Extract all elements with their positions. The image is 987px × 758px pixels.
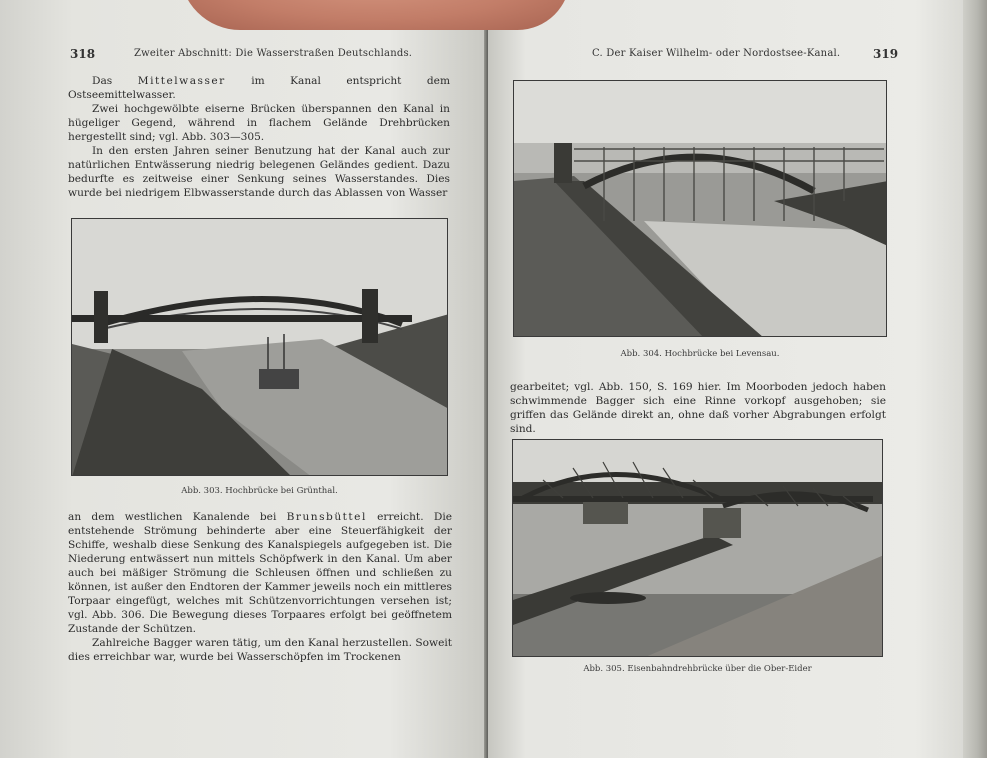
figure-305-photo <box>512 439 883 657</box>
left-running-head: Zweiter Abschnitt: Die Wasserstraßen Deutschlands. <box>134 48 413 59</box>
left-top-text <box>68 74 450 200</box>
eisenbahndrehbruecke-image <box>513 440 883 657</box>
paragraph-bruecken: Zwei hochgewölbte eiserne Brücken überspannen den Kanal in hügeliger Gegend, während in flachem Gelände Drehbrücken hergestellt sind; vgl. Abb. 303—305. <box>68 103 450 143</box>
paragraph-bagger: Zahlreiche Bagger waren tätig, um den Kanal herzustellen. Soweit dies erreichbar war, wurde bei Wasserschöpfen im Trockenen <box>68 637 452 663</box>
figure-304-caption: Abb. 304. Hochbrücke bei Levensau. <box>620 349 780 359</box>
hochbruecke-levensau-image <box>514 81 887 337</box>
paragraph-gearbeitet: gearbeitet; vgl. Abb. 150, S. 169 hier. Im Moorboden jedoch haben schwimmende Bagger sich eine Rinne vorkopf ausgehoben; sie griffen das Gelände direkt an, ohne daß vorher Abgrabungen erfolgt sind. <box>510 381 886 435</box>
right-page-number: 319 <box>873 47 899 61</box>
paragraph-brunsbuettel: an dem westlichen Kanalende bei Brunsbüttel erreicht. Die entstehende Strömung behinderte aber eine Steuerfähigkeit der Schiffe, weshalb diese Senkung des Kanalspiegels aufgegeben ist. Die Niederung entwässert nun mittels Schöpfwerk in den Kanal. Um aber auch bei mäßiger Strömung die Schleusen öffnen und schließen zu können, ist außer den Endtoren der Kammer jeweils noch ein mittleres Torpaar eingefügt, welches mit Schützenvorrichtungen versehen ist; vgl. Abb. 306. Die Bewegung dieses Torpaares erfolgt bei geöffnetem Zustande der Schützen. <box>68 511 452 635</box>
figure-303-photo <box>71 218 448 476</box>
page-edges <box>963 0 987 758</box>
right-middle-text <box>510 380 886 436</box>
hochbruecke-gruenthal-image <box>72 219 448 476</box>
right-page <box>488 0 963 758</box>
left-page-number: 318 <box>70 47 96 61</box>
left-page <box>0 0 486 758</box>
figure-303-caption: Abb. 303. Hochbrücke bei Grünthal. <box>181 486 338 496</box>
holding-finger <box>180 0 570 30</box>
right-running-head: C. Der Kaiser Wilhelm- oder Nordostsee-Kanal. <box>592 48 841 59</box>
left-bottom-text <box>68 510 452 664</box>
paragraph-mittelwasser: Das Mittelwasser im Kanal entspricht dem Ostseemittelwasser. <box>68 75 450 101</box>
figure-305-caption: Abb. 305. Eisenbahndrehbrücke über die Ober-Eider <box>583 664 812 674</box>
paragraph-entwaesserung: In den ersten Jahren seiner Benutzung hat der Kanal auch zur natürlichen Entwässerung niedrig belegenen Geländes gedient. Dazu bedurfte es zeitweise einer Senkung seines Wasserstandes. Dies wurde bei niedrigem Elbwasserstande durch das Ablassen von Wasser <box>68 145 450 199</box>
figure-304-photo <box>513 80 887 337</box>
